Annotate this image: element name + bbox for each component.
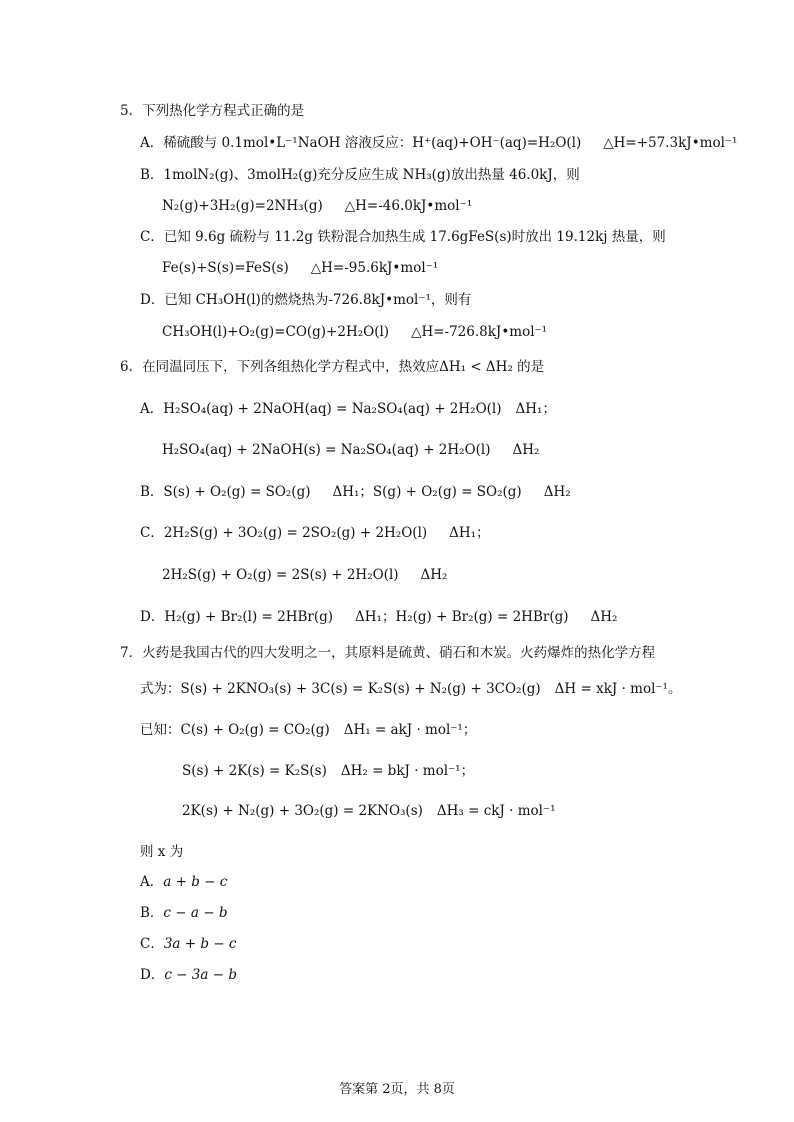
q6-option-d — [140, 607, 617, 627]
equation: H₂SO₄(aq) + 2NaOH(s) = Na₂SO₄(aq) + 2H₂O(l) — [162, 442, 491, 458]
option-text: 3a + b − c — [163, 936, 237, 952]
equation: H₂SO₄(aq) + 2NaOH(aq) = Na₂SO₄(aq) + 2H₂O(l) — [163, 401, 502, 417]
delta-h: ΔH = xkJ · mol⁻¹。 — [554, 681, 682, 697]
q6-option-b — [140, 482, 571, 502]
q5-option-c — [140, 227, 666, 247]
option-label: B． — [140, 905, 164, 921]
option-label: D． — [140, 609, 165, 625]
q7-known-2 — [182, 761, 474, 781]
delta-h: △H=-95.6kJ•mol⁻¹ — [310, 260, 439, 276]
option-label: C． — [140, 229, 164, 245]
equation: H₂(g) + Br₂(l) = 2HBr(g) — [164, 609, 334, 625]
delta-h: △H=+57.3kJ•mol⁻¹ — [603, 135, 738, 151]
equation: H₂(g) + Br₂(g) = 2HBr(g) — [395, 609, 569, 625]
delta-h: ΔH₂ — [590, 609, 618, 625]
option-text: 稀硫酸与 0.1mol•L⁻¹NaOH 溶液反应：H⁺(aq)+OH⁻(aq)=H₂O(l) — [163, 135, 582, 151]
q7-option-c — [140, 934, 236, 954]
q5-option-b-equation — [162, 196, 472, 216]
option-text: c − a − b — [163, 905, 228, 921]
q5-stem: 5．下列热化学方程式正确的是 — [120, 103, 305, 119]
q5-option-a — [140, 133, 737, 153]
q5-option-b — [140, 165, 580, 185]
option-label: A． — [140, 135, 164, 151]
delta-h: △H=-726.8kJ•mol⁻¹ — [411, 324, 548, 340]
delta-h: ΔH₂ — [512, 442, 540, 458]
q6-option-c-equation-2 — [162, 565, 447, 585]
q6-option-c — [140, 523, 490, 543]
option-text: 已知 CH₃OH(l)的燃烧热为-726.8kJ•mol⁻¹，则有 — [164, 292, 472, 308]
option-text: 1molN₂(g)、3molH₂(g)充分反应生成 NH₃(g)放出热量 46.0kJ，则 — [163, 167, 580, 183]
q5-option-d — [140, 290, 471, 310]
option-label: D． — [140, 967, 165, 983]
delta-h: ΔH₁； — [449, 525, 490, 541]
equation: S(s) + 2KNO₃(s) + 3C(s) = K₂S(s) + N₂(g) + 3CO₂(g) — [180, 681, 541, 697]
equation: S(s) + 2K(s) = K₂S(s) — [182, 763, 327, 779]
q5-option-c-equation — [162, 258, 438, 278]
q7-option-a — [140, 872, 227, 892]
option-label: A． — [140, 401, 164, 417]
option-label: A． — [140, 874, 164, 890]
equation: CH₃OH(l)+O₂(g)=CO(g)+2H₂O(l) — [162, 324, 390, 340]
q7-ask: 则 x 为 — [140, 844, 184, 860]
delta-h: ΔH₂ — [420, 567, 448, 583]
q6-option-a-equation-2 — [162, 440, 539, 460]
delta-h: ΔH₁； — [332, 484, 373, 500]
delta-h: ΔH₁； — [355, 609, 396, 625]
option-text: a + b − c — [163, 874, 228, 890]
q7-option-b — [140, 903, 227, 923]
q5-option-d-equation — [162, 322, 547, 342]
equation: 2K(s) + N₂(g) + 3O₂(g) = 2KNO₃(s) — [182, 803, 423, 819]
equation: 2H₂S(g) + O₂(g) = 2S(s) + 2H₂O(l) — [162, 567, 399, 583]
q7-stem-line-2 — [140, 679, 681, 699]
equation: N₂(g)+3H₂(g)=2NH₃(g) — [162, 198, 323, 214]
equation: 2H₂S(g) + 3O₂(g) = 2SO₂(g) + 2H₂O(l) — [163, 525, 428, 541]
delta-h: ΔH₂ — [543, 484, 571, 500]
delta-h: ΔH₃ = ckJ · mol⁻¹ — [436, 803, 556, 819]
option-label: B． — [140, 484, 164, 500]
option-text: c − 3a − b — [164, 967, 237, 983]
delta-h: ΔH₁； — [515, 401, 556, 417]
delta-h: ΔH₁ = akJ · mol⁻¹； — [343, 722, 477, 738]
equation: S(s) + O₂(g) = SO₂(g) — [163, 484, 311, 500]
known-prefix: 已知： — [140, 722, 181, 738]
option-label: D． — [140, 292, 165, 308]
option-text: 已知 9.6g 硫粉与 11.2g 铁粉混合加热生成 17.6gFeS(s)时放出 19.12kj 热量，则 — [163, 229, 666, 245]
option-label: C． — [140, 525, 164, 541]
q7-stem-line-1: 7．火药是我国古代的四大发明之一，其原料是硫黄、硝石和木炭。火药爆炸的热化学方程 — [120, 645, 656, 661]
stem-prefix: 式为： — [140, 681, 181, 697]
option-label: C． — [140, 936, 164, 952]
q6-option-a — [140, 399, 556, 419]
option-label: B． — [140, 167, 164, 183]
page-footer: 答案第 2页，共 8页 — [339, 1082, 455, 1097]
q7-known-1 — [140, 720, 476, 740]
equation: Fe(s)+S(s)=FeS(s) — [162, 260, 289, 276]
delta-h: ΔH₂ = bkJ · mol⁻¹； — [340, 763, 475, 779]
equation: S(g) + O₂(g) = SO₂(g) — [372, 484, 522, 500]
equation: C(s) + O₂(g) = CO₂(g) — [180, 722, 330, 738]
delta-h: △H=-46.0kJ•mol⁻¹ — [344, 198, 473, 214]
q7-option-d — [140, 965, 237, 985]
q7-known-3 — [182, 801, 556, 821]
q6-stem: 6．在同温同压下，下列各组热化学方程式中，热效应ΔH₁ < ΔH₂ 的是 — [120, 359, 545, 375]
